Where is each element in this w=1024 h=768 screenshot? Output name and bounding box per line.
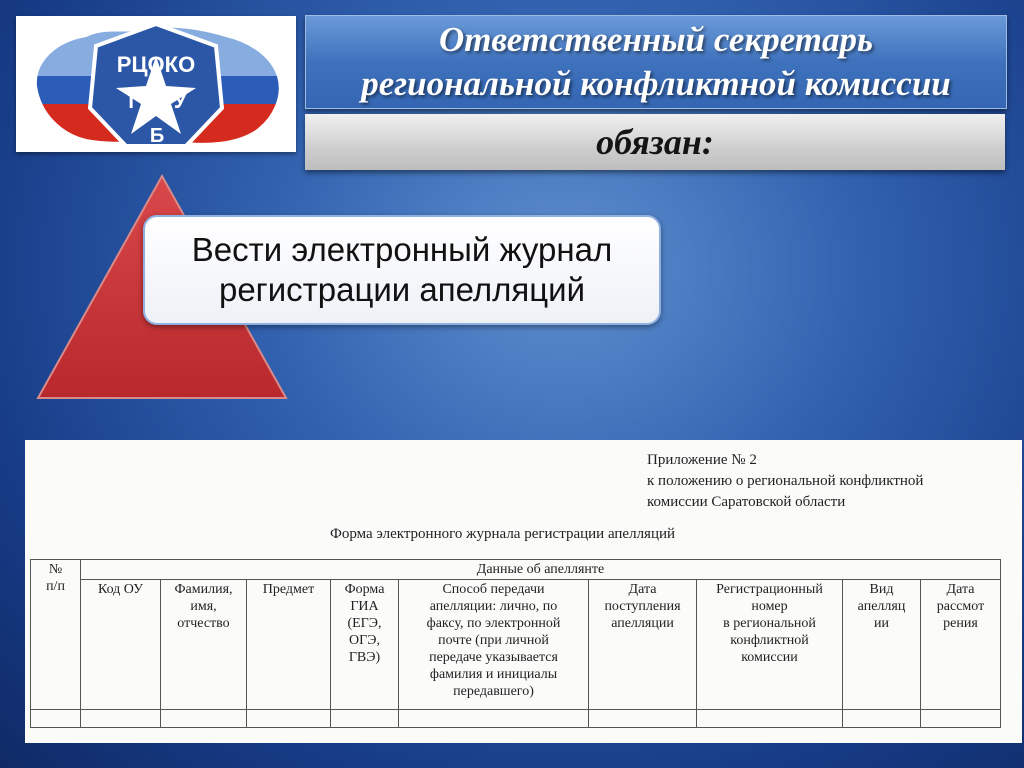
col-header-school-code: Код ОУ	[81, 580, 161, 710]
col-header-submission-method: Способ передачи апелляции: лично, по факсу, по электронной почте (при личной передаче указывается фамилия и инициалы передавшего)	[399, 580, 589, 710]
col-header-appeal-type: Вид апелляц ии	[843, 580, 921, 710]
title-banner	[305, 15, 1007, 109]
task-box	[143, 215, 661, 325]
col-header-registration-number: Регистрационный номер в региональной конфликтной комиссии	[697, 580, 843, 710]
title-line-1: Ответственный секретарь	[438, 20, 873, 59]
svg-text:Г: Г	[128, 91, 140, 113]
col-header-subject: Предмет	[247, 580, 331, 710]
logo	[16, 16, 296, 152]
table-row	[31, 710, 1001, 728]
journal-table	[30, 559, 1001, 728]
col-header-receipt-date: Дата поступления апелляции	[589, 580, 697, 710]
task-line-2: регистрации апелляций	[218, 271, 586, 308]
logo-text: РЦОКО	[116, 52, 196, 77]
svg-text:У: У	[173, 91, 187, 113]
title-line-2: региональной конфликтной комиссии	[361, 64, 951, 103]
logo-emblem-icon	[16, 16, 296, 152]
col-header-review-date: Дата рассмот рения	[921, 580, 1001, 710]
group-header: Данные об апеллянте	[81, 560, 1001, 580]
subtitle-banner	[305, 114, 1005, 170]
task-line-1: Вести электронный журнал	[191, 231, 613, 268]
svg-text:Б: Б	[149, 125, 165, 147]
col-header-full-name: Фамилия, имя, отчество	[161, 580, 247, 710]
col-number-header: № п/п	[31, 560, 81, 710]
subtitle-text: обязан:	[596, 122, 714, 162]
table-subheader-row	[31, 580, 1001, 710]
table-header-row	[31, 560, 1001, 580]
appendix-note: Приложение № 2 к положению о региональной конфликтной комиссии Саратовской области	[647, 452, 924, 510]
form-title: Форма электронного журнала регистрации апелляций	[330, 526, 676, 542]
col-header-exam-form: Форма ГИА (ЕГЭ, ОГЭ, ГВЭ)	[331, 580, 399, 710]
journal-form-document	[25, 440, 1022, 743]
